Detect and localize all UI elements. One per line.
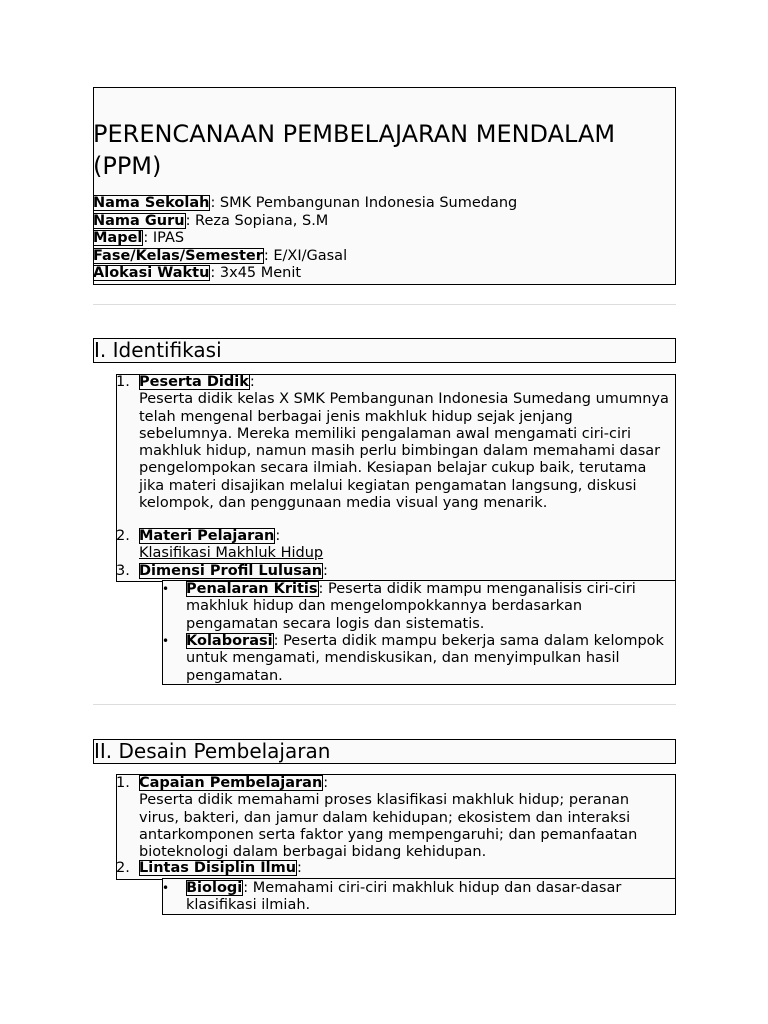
- meta-row-subject: [93, 230, 184, 247]
- list-item-capaian: [139, 775, 669, 861]
- meta-label: Nama Sekolah: [93, 195, 210, 211]
- bullet-item-kolaborasi: [186, 633, 672, 685]
- list-item-dimensi: [139, 563, 669, 580]
- meta-row-phase: [93, 248, 347, 265]
- bullet-text: : Peserta didik mampu bekerja sama dalam kelompok untuk mengamati, mendiskusikan, dan menyimpulkan hasil pengamatan.: [186, 633, 664, 684]
- meta-value: : 3x45 Menit: [210, 265, 302, 281]
- meta-label: Mapel: [93, 230, 143, 246]
- meta-label: Alokasi Waktu: [93, 265, 210, 281]
- bullet-label: Biologi: [186, 880, 243, 896]
- bullet-item-biologi: [186, 880, 672, 915]
- bullet-text: : Peserta didik mampu menganalisis ciri-ciri makhluk hidup dan mengelompokkannya berdasarkan pengamatan secara logis dan sistematis.: [186, 581, 636, 632]
- item-label: Capaian Pembelajaran: [139, 775, 323, 791]
- list-item-peserta-didik: [139, 374, 669, 512]
- bullet-icon: •: [162, 582, 170, 596]
- section-heading-identifikasi: I. Identifikasi: [93, 338, 676, 363]
- item-label: Dimensi Profil Lulusan: [139, 563, 323, 579]
- list-item-materi: [139, 528, 669, 563]
- list-number: 1.: [116, 775, 130, 791]
- meta-row-teacher: [93, 213, 328, 230]
- meta-row-school: [93, 195, 517, 212]
- item-colon: :: [275, 528, 281, 544]
- list-item-lintas: [139, 860, 669, 877]
- list-number: 3.: [116, 563, 130, 579]
- meta-value: : SMK Pembangunan Indonesia Sumedang: [210, 195, 518, 211]
- bullet-text: : Memahami ciri-ciri makhluk hidup dan dasar-dasar klasifikasi ilmiah.: [186, 880, 622, 914]
- item-colon: :: [249, 374, 255, 390]
- meta-value: : IPAS: [143, 230, 185, 246]
- list-number: 2.: [116, 860, 130, 876]
- bullet-item-penalaran: [186, 581, 672, 633]
- divider: [93, 704, 676, 705]
- item-text: Peserta didik memahami proses klasifikasi makhluk hidup; peranan virus, bakteri, dan jamur dalam kehidupan; ekosistem dan interaksi antarkomponen serta faktor yang mempengaruhi; dan pemanfaatan bioteknologi dalam berbagai bidang kehidupan.: [139, 792, 638, 861]
- item-colon: :: [323, 563, 328, 579]
- meta-label: Nama Guru: [93, 213, 185, 229]
- section-heading-desain: II. Desain Pembelajaran: [93, 739, 676, 764]
- item-text: Klasifikasi Makhluk Hidup: [139, 545, 324, 562]
- list-number: 2.: [116, 528, 130, 544]
- bullet-icon: •: [162, 634, 170, 648]
- item-label: Peserta Didik: [139, 374, 249, 390]
- item-colon: :: [323, 775, 329, 791]
- meta-row-time: [93, 265, 301, 282]
- item-label: Materi Pelajaran: [139, 528, 275, 544]
- list-number: 1.: [116, 374, 130, 390]
- divider: [93, 304, 676, 305]
- bullet-label: Penalaran Kritis: [186, 581, 318, 597]
- item-text: Peserta didik kelas X SMK Pembangunan Indonesia Sumedang umumnya telah mengenal berbagai jenis makhluk hidup sejak jenjang sebelumnya. Mereka memiliki pengalaman awal mengamati ciri-ciri makhluk hidup, namun masih perlu bimbingan dalam memahami dasar pengelompokan secara ilmiah. Kesiapan belajar cukup baik, terutama jika materi disajikan melalui kegiatan pengamatan langsung, diskusi kelompok, dan penggunaan media visual yang menarik.: [139, 391, 669, 512]
- item-label: Lintas Disiplin Ilmu: [139, 860, 297, 876]
- meta-value: : Reza Sopiana, S.M: [185, 213, 329, 229]
- page-title: PERENCANAAN PEMBELAJARAN MENDALAM (PPM): [93, 120, 616, 180]
- item-colon: :: [297, 860, 302, 876]
- meta-label: Fase/Kelas/Semester: [93, 248, 263, 264]
- meta-value: : E/XI/Gasal: [263, 248, 348, 264]
- bullet-icon: •: [162, 881, 170, 895]
- bullet-label: Kolaborasi: [186, 633, 273, 649]
